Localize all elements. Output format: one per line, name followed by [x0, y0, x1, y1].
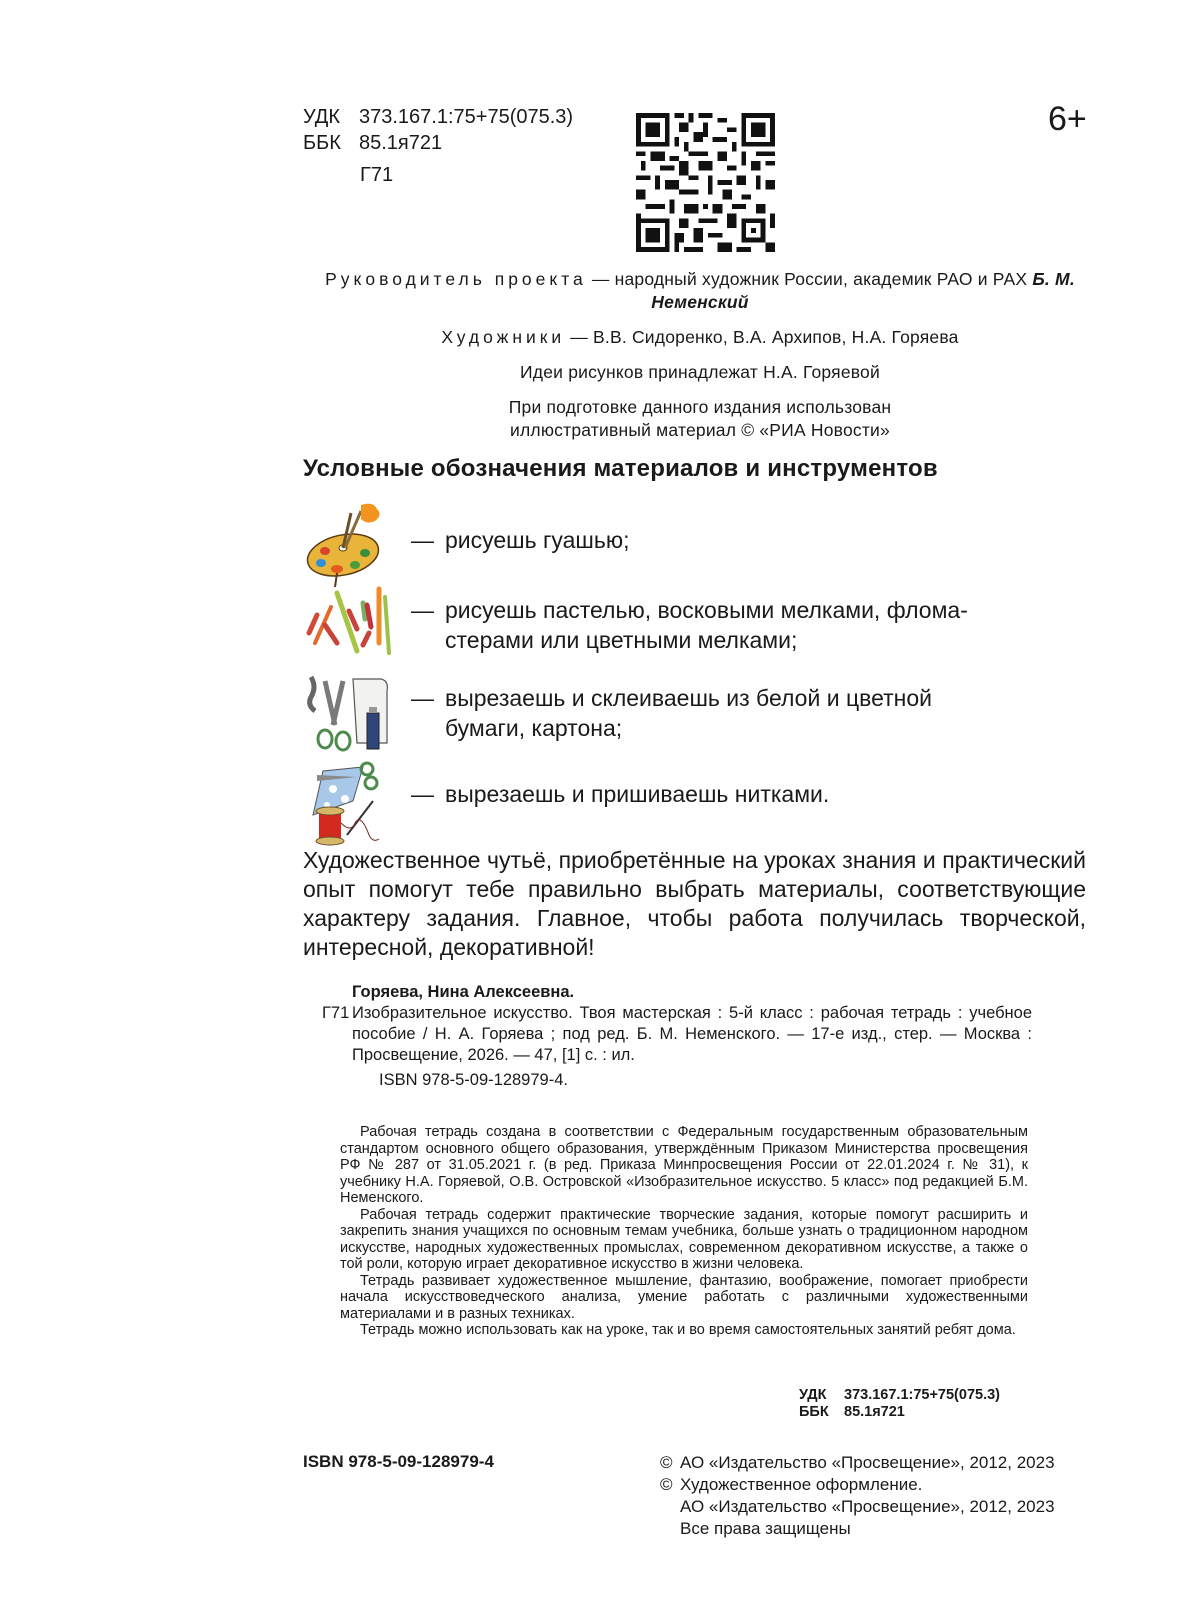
materials-note: [300, 396, 1100, 442]
copyright-line: [660, 1452, 1080, 1474]
scissors-thread-icon: [303, 761, 395, 847]
copyright-text: АО «Издательство «Просвещение», 2012, 2023: [680, 1497, 1055, 1516]
age-rating: 6+: [1048, 100, 1087, 138]
pencils-crayons-icon: [303, 581, 395, 667]
legend-text: рисуешь гуашью;: [445, 527, 630, 553]
udk-label: УДК: [799, 1387, 827, 1403]
catalog-codes-bottom: [799, 1387, 1000, 1421]
bbk-label: ББК: [303, 132, 341, 154]
annotation-paragraph: Тетрадь развивает художественное мышление, фантазию, воображение, помогает приобрести начала искусствоведческого анализа, умение работать с различными художественными материалами и в разных техниках.: [340, 1272, 1028, 1322]
copyright-line: [660, 1496, 1080, 1518]
legend-text: вырезаешь и пришиваешь нитками.: [445, 781, 830, 807]
rights-reserved: Все права защищены: [680, 1519, 851, 1538]
materials-note-line-2: иллюстративный материал © «РИА Новости»: [510, 420, 890, 440]
udk-value: 373.167.1:75+75(075.3): [359, 106, 574, 128]
isbn-bottom: ISBN 978-5-09-128979-4: [303, 1452, 494, 1471]
legend-text-continued: стерами или цветными мелками;: [445, 627, 798, 653]
legend-dash: —: [411, 685, 434, 711]
legend-text-continued: бумаги, картона;: [445, 715, 623, 741]
legend-item-pastel: [303, 581, 1088, 667]
copyright-icon: ©: [660, 1475, 673, 1494]
scissors-glue-icon: [303, 671, 395, 757]
qr-code-icon[interactable]: [636, 113, 775, 252]
copyright-text: АО «Издательство «Просвещение», 2012, 2023: [680, 1453, 1055, 1472]
bibliographic-entry: [322, 1003, 1032, 1066]
project-lead-text: — народный художник России, академик РАО и РАХ: [586, 269, 1033, 289]
legend-dash: —: [411, 781, 434, 807]
copyright-icon: ©: [660, 1453, 673, 1472]
artists: [300, 326, 1100, 349]
annotation-paragraph: Тетрадь можно использовать как на уроке, так и во время самостоятельных занятий ребят дома.: [360, 1322, 1016, 1338]
udk-value: 373.167.1:75+75(075.3): [844, 1387, 1001, 1403]
artists-text: — В.В. Сидоренко, В.А. Архипов, Н.А. Горяева: [565, 327, 959, 347]
copyright-line: [660, 1474, 1080, 1496]
isbn-entry: ISBN 978-5-09-128979-4.: [379, 1071, 568, 1089]
artists-label: Художники: [441, 327, 566, 347]
legend-text: вырезаешь и склеиваешь из белой и цветной: [445, 685, 932, 711]
udk-row: [303, 104, 573, 130]
legend-item-gouache: [303, 503, 1088, 589]
legend-item-paper-cutting: [303, 671, 1088, 757]
project-lead-name: Б. М. Неменский: [651, 269, 1075, 312]
bbk-label: ББК: [799, 1404, 829, 1420]
author-name: Горяева, Нина Алексеевна.: [352, 983, 575, 1001]
udk-label: УДК: [303, 106, 341, 128]
credits-block: [300, 268, 1100, 454]
bbk-row: [303, 130, 573, 156]
copyright-text: Художественное оформление.: [680, 1475, 923, 1494]
catalog-codes-top: [303, 104, 573, 188]
project-lead: [300, 268, 1100, 314]
bbk-value: 85.1я721: [359, 132, 443, 154]
bbk-row-bottom: [799, 1404, 1000, 1421]
legend-item-sewing: [303, 761, 1088, 847]
bbk-value: 85.1я721: [844, 1404, 905, 1420]
copyright-line: [660, 1518, 1080, 1540]
paint-palette-icon: [303, 503, 395, 589]
author-mark-code: Г71: [322, 1004, 350, 1022]
annotation-paragraph: Рабочая тетрадь создана в соответствии с Федеральным государственным образовательным стандартом основного общего образования, утверждённым Приказом Министерства просвещения РФ № 287 от 31.05.2021 г. (в ред. Приказа Минпросвещения России от 22.01.2024 г. № 31), к учебнику Н.А. Горяевой, О.В. Островской «Изобразительное искусство. 5 класс» под редакцией Б.М. Неменского.: [340, 1124, 1028, 1206]
bibliographic-description: Изобразительное искусство. Твоя мастерская : 5-й класс : рабочая тетрадь : учебное пособие / Н. А. Горяева ; под ред. Б. М. Неменского. — 17-е изд., стер. — Москва : Просвещение, 2026. — 47, [1] с. : ил.: [352, 1004, 1032, 1064]
author-mark: Г71: [360, 164, 394, 186]
annotation-paragraph: Рабочая тетрадь содержит практические творческие задания, которые помогут расширить и закрепить знания учащихся по основным темам учебника, больше узнать о традиционном народном искусстве, народных художественных промыслах, современном декоративном искусстве, а также о той роли, которую играет декоративное искусство в жизни человека.: [340, 1206, 1028, 1272]
bibliographic-record: [322, 982, 1032, 1091]
annotation: [340, 1124, 1028, 1339]
udk-row-bottom: [799, 1387, 1000, 1404]
legend-text: рисуешь пастелью, восковыми мелками, флома-: [445, 597, 968, 623]
project-lead-label: Руководитель проекта: [325, 269, 587, 289]
copyright-block: [660, 1452, 1080, 1540]
legend-dash: —: [411, 527, 434, 553]
legend-dash: —: [411, 597, 434, 623]
intro-paragraph: Художественное чутьё, приобретённые на уроках знания и практический опыт помогут тебе правильно выбрать материалы, соответствующие характеру задания. Главное, чтобы работа получилась творческой, интересной, декоративной!: [303, 847, 1086, 960]
materials-note-line-1: При подготовке данного издания использован: [508, 397, 892, 417]
legend-heading: Условные обозначения материалов и инструментов: [303, 455, 938, 482]
ideas-credit: Идеи рисунков принадлежат Н.А. Горяевой: [520, 362, 880, 382]
